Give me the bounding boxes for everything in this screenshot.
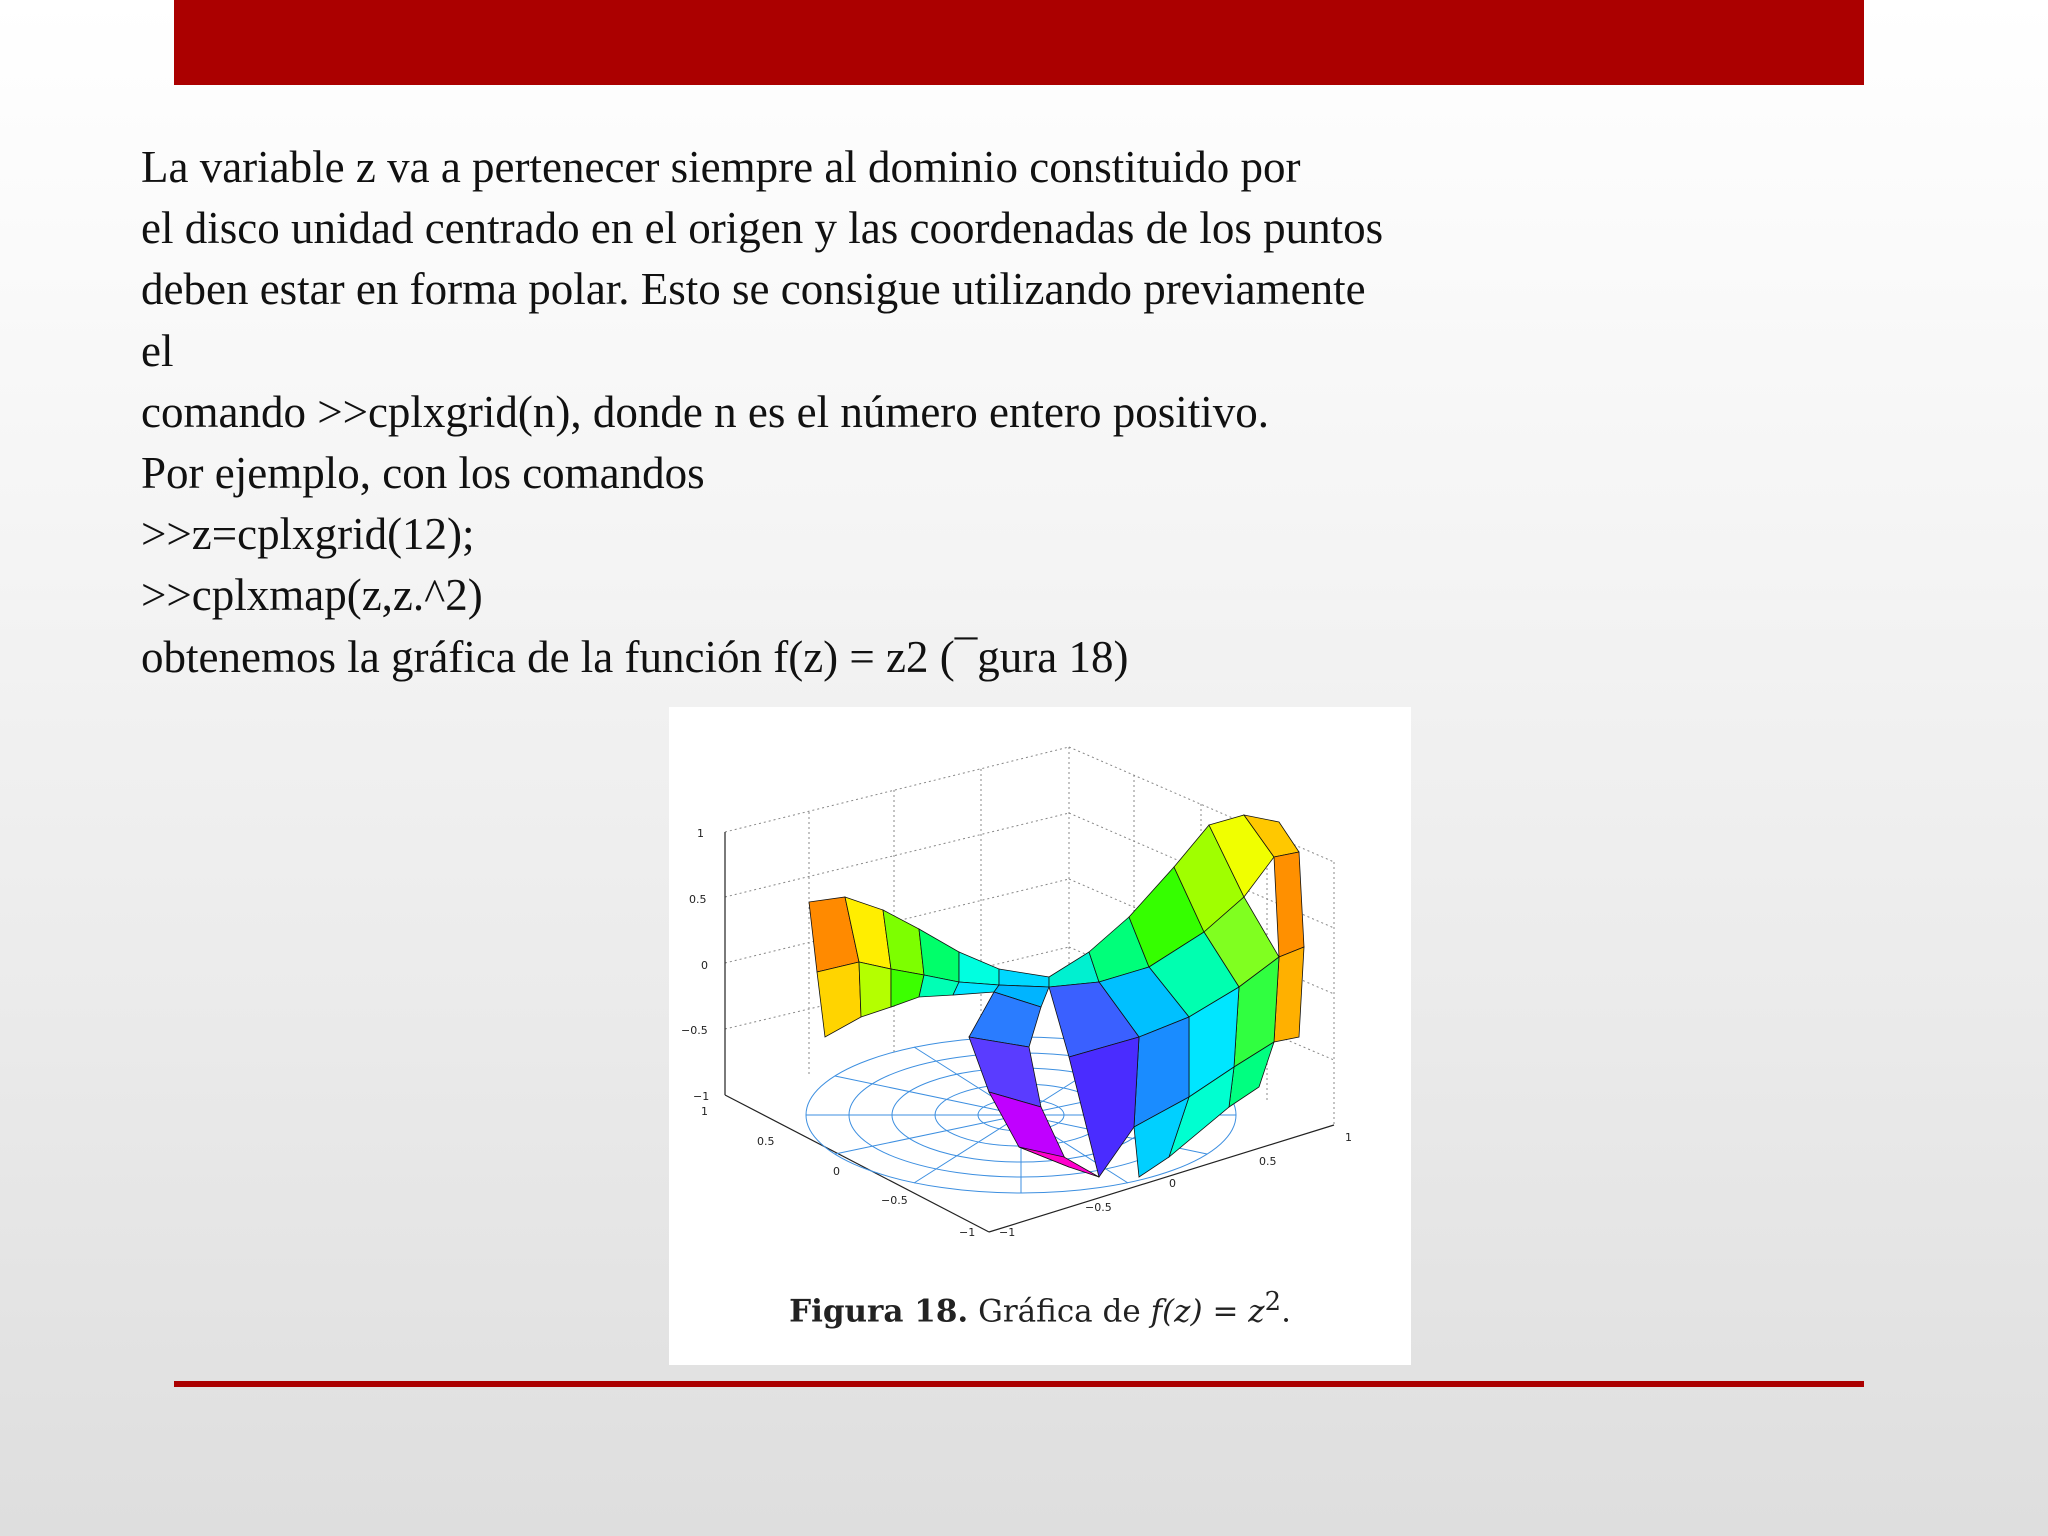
svg-text:−0.5: −0.5 — [681, 1024, 708, 1037]
svg-text:1: 1 — [697, 827, 704, 840]
svg-text:−0.5: −0.5 — [1085, 1201, 1112, 1214]
surface-plot — [669, 707, 1411, 1267]
svg-text:−1: −1 — [959, 1226, 976, 1239]
x-axis-ticks — [701, 1105, 975, 1239]
svg-text:0: 0 — [701, 959, 708, 972]
text-line: deben estar en forma polar. Esto se consigue utilizando previamente — [141, 264, 1366, 315]
text-line: La variable z va a pertenecer siempre al dominio constituido por — [141, 142, 1301, 192]
code-line: >>z=cplxgrid(12); — [141, 509, 475, 560]
text-line: el — [141, 325, 174, 376]
slide-body-text — [141, 137, 1641, 688]
z-axis-ticks — [681, 827, 709, 1103]
svg-text:0.5: 0.5 — [1259, 1155, 1277, 1168]
svg-text:−0.5: −0.5 — [881, 1194, 908, 1207]
svg-text:0: 0 — [1169, 1177, 1176, 1190]
svg-text:0.5: 0.5 — [689, 893, 707, 906]
text-line: comando >>cplxgrid(n), donde n es el número entero positivo. — [141, 386, 1269, 437]
svg-text:1: 1 — [1345, 1131, 1352, 1144]
text-line: Por ejemplo, con los comandos — [141, 448, 705, 499]
code-line: >>cplxmap(z,z.^2) — [141, 570, 483, 621]
svg-text:−1: −1 — [693, 1090, 710, 1103]
header-accent-bar — [174, 0, 1864, 85]
text-line: el disco unidad centrado en el origen y las coordenadas de los puntos — [141, 203, 1384, 254]
figure-caption: Figura 18. Gráfica de $f(z) = z^2$. — [789, 1287, 1291, 1330]
svg-text:−1: −1 — [999, 1226, 1016, 1239]
surface-left-wing — [809, 897, 999, 1037]
text-line: obtenemos la gráfica de la función f(z) = z2 (¯gura 18) — [141, 631, 1129, 682]
svg-text:0: 0 — [833, 1165, 840, 1178]
svg-text:0.5: 0.5 — [757, 1135, 775, 1148]
footer-rule — [174, 1381, 1864, 1387]
figure-18-image — [669, 707, 1411, 1365]
surface-right-wing — [1049, 815, 1304, 1177]
svg-text:1: 1 — [701, 1105, 708, 1118]
